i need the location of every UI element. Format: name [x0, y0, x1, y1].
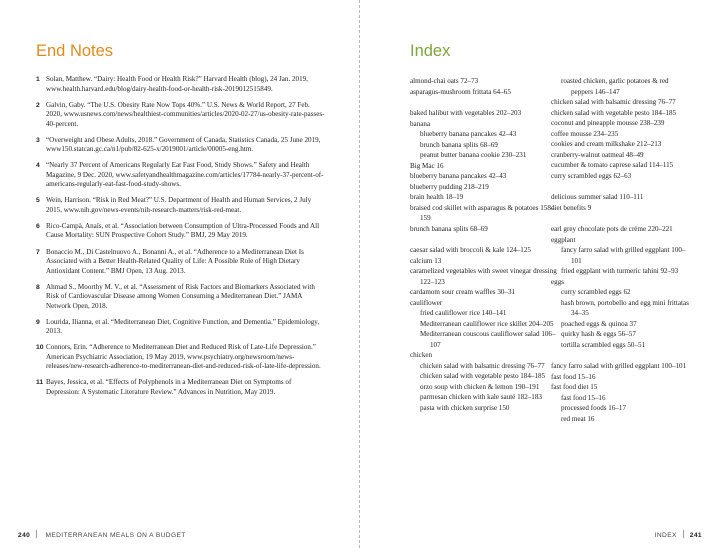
footer-divider: [36, 530, 37, 538]
end-note-text: “Nearly 37 Percent of Americans Regularly Eat Fast Food, Study Shows.” Safety and Health Magazine, 9 Dec. 2020, www.safetyandhealthmagazine.com/articles/17784-nearly-37-percent-of-americans-regularly-eat-fast-food-study-shows.: [46, 161, 324, 189]
end-note-number: 4: [36, 162, 40, 170]
index-entry: banana: [410, 119, 431, 128]
index-entry: brain health 18–19: [410, 193, 464, 201]
footer-divider: [683, 530, 684, 538]
end-notes-heading: End Notes: [36, 42, 114, 60]
index-gap: [410, 234, 560, 245]
index-subentry: Mediterranean couscous cauliflower salad 106–107: [420, 330, 556, 349]
index-entry: cardamom sour cream waffles 30–31: [410, 288, 516, 296]
end-notes-list: [36, 75, 326, 404]
index-subentry: peanut butter banana cookie 230–231: [420, 151, 527, 159]
index-entry: eggs: [551, 277, 565, 286]
end-note: [36, 196, 326, 215]
index-entry: braised cod skillet with asparagus & potatoes 158–159: [410, 203, 555, 222]
index-entry: fast food diet 15: [551, 383, 598, 391]
index-entry: almond-chai oats 72–73: [410, 77, 479, 85]
index-entry: delicious summer salad 110–111: [551, 193, 644, 201]
end-note-number: 3: [36, 136, 40, 144]
end-note-number: 9: [36, 318, 40, 326]
end-note-text: Bonaccio M., Di Castelnuovo A., Bonanni A., et al. “Adherence to a Mediterranean Diet Is Associated with a Better Health-Related Quality of Life: A Possible Role of High Dietary Antioxidant Content.” BMJ Open, 13 Aug. 2013.: [46, 247, 304, 275]
index-subentry: red meat 16: [561, 414, 595, 423]
index-subentry: fried eggplant with turmeric tahini 92–93: [561, 267, 679, 275]
end-note-text: “Overweight and Obese Adults, 2018.” Government of Canada, Statistics Canada, 25 June 2019, www150.statcan.gc.ca/n1/pub/82-625-x/2019001/article/00005-eng.htm.: [46, 135, 321, 154]
right-page: [361, 0, 720, 548]
index-subentry: orzo soup with chicken & lemon 190–191: [420, 382, 540, 391]
index-entry: cucumber & tomato caprese salad 114–115: [551, 161, 674, 169]
index-subentry: Mediterranean cauliflower rice skillet 204–205: [420, 319, 554, 328]
index-subentry: chicken salad with vegetable pesto 184–185: [420, 372, 546, 380]
index-subentry: roasted chicken, garlic potatoes & red peppers 146–147: [561, 77, 669, 96]
index-entry: fancy farro salad with grilled eggplant 100–101: [551, 362, 687, 370]
index-gap: [551, 181, 691, 192]
index-subentry: processed foods 16–17: [561, 404, 627, 412]
end-note-text: Galvin, Gaby. “The U.S. Obesity Rate Now Tops 40%.” U.S. News & World Report, 27 Feb. 2020, www.usnews.com/news/healthiest-communities/articles/2020-02-27/us-obesity-rate-passes-40-percent.: [46, 100, 325, 128]
index-entry: curry scrambled eggs 62–63: [551, 171, 632, 180]
end-note-text: Rico-Campà, Anaïs, et al. “Association between Consumption of Ultra-Processed Foods and All Cause Mortality: SUN Prospective Cohort Study.” BMJ, 29 May 2019.: [46, 221, 320, 240]
end-note: [36, 378, 326, 397]
index-entry: blueberry banana pancakes 42–43: [410, 172, 507, 180]
index-subentry: curry scrambled eggs 62: [561, 288, 631, 296]
index-entry: cookies and cream milkshake 212–213: [551, 140, 662, 148]
index-gap: [551, 350, 691, 361]
index-subentry: fast food 15–16: [561, 393, 606, 402]
index-entry: cranberry-walnut oatmeal 48–49: [551, 150, 644, 159]
left-footer: [12, 530, 186, 539]
end-note: [36, 75, 326, 94]
end-note-text: Connors, Erin. “Adherence to Mediterranean Diet and Reduced Risk of Late-Life Depression.” American Psychiatric Association, 19 May 2019, www.psychiatry.org/newsroom/news-releases/new-research-adherence-to-mediterranean-diet-and-reduced-risk-of-late-life-depression.: [46, 343, 321, 371]
end-note-number: 2: [36, 101, 40, 109]
end-note-text: Wein, Harrison. “Risk in Red Meat?” U.S. Department of Health and Human Services, 2 July 2015, www.nih.gov/news-events/nih-research-matters/risk-red-meat.: [46, 196, 312, 214]
index-column-2: [551, 76, 691, 424]
index-heading: Index: [410, 42, 451, 60]
end-note-number: 6: [36, 222, 40, 230]
end-note: [36, 283, 326, 312]
index-subentry: tortilla scrambled eggs 50–51: [561, 340, 646, 349]
end-note: [36, 222, 326, 241]
index-subentry: fried cauliflower rice 140–141: [420, 309, 507, 317]
index-entry: cauliflower: [410, 298, 443, 307]
end-note-text: Bayes, Jessica, et al. “Effects of Polyphenols in a Mediterranean Diet on Symptoms of Depression: A Systematic Literature Review.” Advances in Nutrition, May 2019.: [46, 378, 292, 396]
index-subentry: pasta with chicken surprise 150: [420, 403, 510, 412]
end-note: [36, 318, 326, 337]
end-note-number: 7: [36, 248, 40, 256]
page-number: 240: [18, 532, 31, 539]
end-note-number: 11: [36, 379, 44, 387]
index-column-1: [410, 76, 560, 413]
end-note-number: 8: [36, 283, 40, 291]
right-footer: [655, 530, 708, 539]
left-page: [0, 0, 359, 548]
index-entry: caesar salad with broccoli & kale 124–125: [410, 246, 531, 254]
page-number: 241: [689, 532, 702, 539]
index-subentry: chicken salad with balsamic dressing 76–77: [420, 361, 545, 370]
end-note: [36, 101, 326, 130]
index-entry: chicken salad with vegetable pesto 184–185: [551, 108, 677, 117]
index-subentry: quirky hash & eggs 56–57: [561, 330, 636, 338]
index-entry: earl grey chocolate pots de crème 220–221: [551, 225, 673, 233]
index-subentry: hash brown, portobello and egg mini frittatas 34–35: [561, 298, 689, 317]
index-entry: chicken salad with balsamic dressing 76–77: [551, 98, 676, 106]
index-subentry: blueberry banana pancakes 42–43: [420, 130, 517, 138]
index-subentry: fancy farro salad with grilled eggplant 100–101: [561, 246, 686, 265]
index-subentry: poached eggs & quinoa 37: [561, 319, 637, 328]
index-entry: caramelized vegetables with sweet vinegar dressing 122–123: [410, 267, 557, 286]
index-entry: brunch banana splits 68–69: [410, 224, 488, 233]
index-entry: baked halibut with vegetables 202–203: [410, 109, 522, 117]
index-entry: asparagus-mushroom frittata 64–65: [410, 87, 511, 96]
end-note-number: 10: [36, 344, 44, 352]
index-entry: diet benefits 9: [551, 203, 592, 212]
index-entry: Big Mac 16: [410, 161, 444, 170]
end-note: [36, 136, 326, 155]
index-entry: blueberry pudding 218–219: [410, 182, 489, 191]
end-note: [36, 343, 326, 372]
index-subentry: parmesan chicken with kale sauté 182–183: [420, 393, 542, 401]
index-gap: [410, 97, 560, 108]
end-note-text: Solan, Matthew. “Dairy: Health Food or Health Risk?” Harvard Health (blog), 24 Jan. 2019, www.health.harvard.edu/blog/dairy-health-food-or-health-risk-2019012515849.: [46, 75, 308, 93]
end-note-number: 5: [36, 197, 40, 205]
index-entry: eggplant: [551, 235, 576, 244]
running-title: INDEX: [654, 532, 677, 539]
index-gap: [551, 213, 691, 224]
end-note: [36, 248, 326, 277]
end-note-text: Lourida, Ilianna, et al. “Mediterranean Diet, Cognitive Function, and Dementia.” Epidemiology, 2013.: [46, 317, 320, 336]
running-title: MEDITERRANEAN MEALS ON A BUDGET: [45, 532, 186, 539]
index-subentry: brunch banana splits 68–69: [420, 140, 498, 149]
end-note-number: 1: [36, 76, 40, 83]
end-note: [36, 161, 326, 190]
end-note-text: Ahmad S., Moorthy M. V., et al. “Assessment of Risk Factors and Biomarkers Associated with Risk of Cardiovascular Disease among Women Consuming a Mediterranean Diet.” JAMA Network Open, 2018.: [46, 282, 315, 310]
index-entry: calcium 13: [410, 256, 442, 265]
index-entry: chicken: [410, 351, 433, 359]
index-entry: coffee mousse 234–235: [551, 129, 619, 138]
index-entry: fast food 15–16: [551, 372, 596, 381]
index-entry: coconut and pineapple mousse 238–239: [551, 119, 665, 127]
